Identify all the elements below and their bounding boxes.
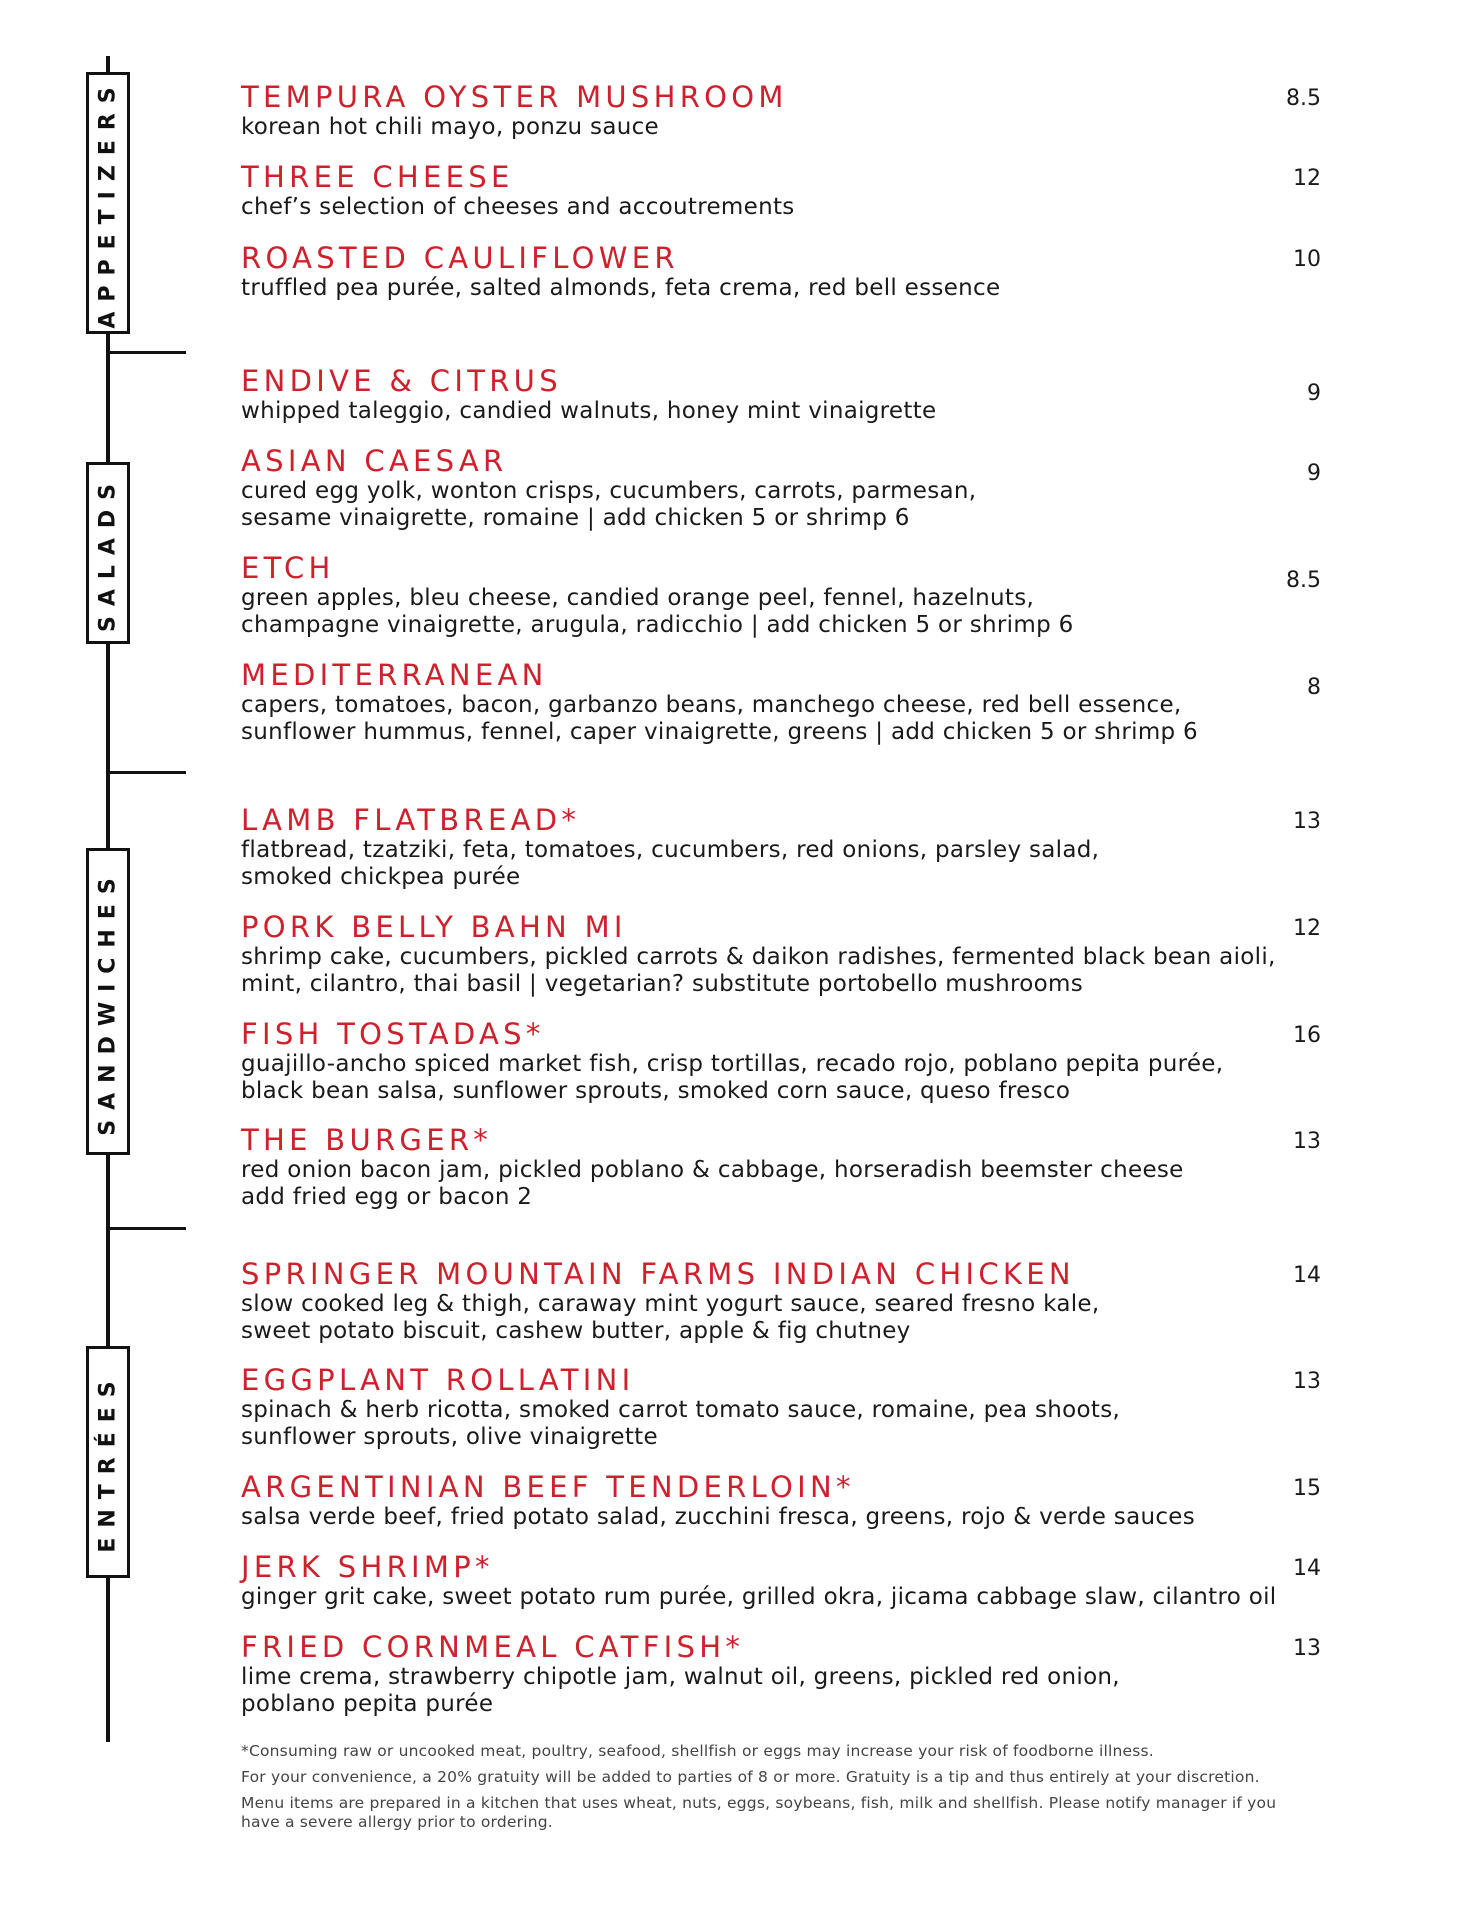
menu-item bbox=[241, 241, 1321, 302]
section-label-entrees: ENTRÉES bbox=[86, 1346, 130, 1578]
item-name: ROASTED CAULIFLOWER bbox=[241, 241, 679, 275]
item-price: 8.5 bbox=[1286, 568, 1321, 593]
item-description: ginger grit cake, sweet potato rum purée, grilled okra, jicama cabbage slaw, cilantro oil bbox=[241, 1584, 1277, 1610]
item-description: salsa verde beef, fried potato salad, zucchini fresca, greens, rojo & verde sauces bbox=[241, 1504, 1196, 1530]
item-name: MEDITERRANEAN bbox=[241, 658, 548, 692]
menu-item bbox=[241, 803, 1321, 891]
item-description: guajillo-ancho spiced market fish, crisp tortillas, recado rojo, poblano pepita purée, black bean salsa, sunflower sprouts, smoked corn sauce, queso fresco bbox=[241, 1051, 1224, 1104]
item-description: slow cooked leg & thigh, caraway mint yogurt sauce, seared fresno kale, sweet potato biscuit, cashew butter, apple & fig chutney bbox=[241, 1291, 1100, 1344]
menu-item bbox=[241, 1630, 1321, 1718]
raw-food-warning: *Consuming raw or uncooked meat, poultry, seafood, shellfish or eggs may increase your risk of foodborne illness. bbox=[241, 1742, 1154, 1760]
menu-item bbox=[241, 1470, 1321, 1531]
item-price: 9 bbox=[1307, 461, 1321, 486]
item-price: 8 bbox=[1307, 675, 1321, 700]
menu-item bbox=[241, 551, 1321, 639]
item-price: 13 bbox=[1293, 1636, 1321, 1661]
item-description: flatbread, tzatziki, feta, tomatoes, cucumbers, red onions, parsley salad, smoked chickpea purée bbox=[241, 837, 1100, 890]
item-name: THE BURGER* bbox=[241, 1123, 493, 1157]
section-label-sandwiches: SANDWICHES bbox=[86, 848, 130, 1155]
menu-item bbox=[241, 364, 1321, 425]
item-description: lime crema, strawberry chipotle jam, walnut oil, greens, pickled red onion, poblano pepita purée bbox=[241, 1664, 1120, 1717]
item-price: 12 bbox=[1293, 916, 1321, 941]
menu-item bbox=[241, 1550, 1321, 1611]
section-label-salads: SALADS bbox=[86, 462, 130, 644]
item-name: JERK SHRIMP* bbox=[241, 1550, 494, 1584]
item-description: chef’s selection of cheeses and accoutrements bbox=[241, 194, 795, 220]
item-name: ETCH bbox=[241, 551, 335, 585]
item-name: SPRINGER MOUNTAIN FARMS INDIAN CHICKEN bbox=[241, 1257, 1075, 1291]
footnotes bbox=[241, 1742, 1311, 1839]
item-price: 16 bbox=[1293, 1023, 1321, 1048]
allergy-note: Menu items are prepared in a kitchen that uses wheat, nuts, eggs, soybeans, fish, milk and shellfish. Please notify manager if you have a severe allergy prior to ordering. bbox=[241, 1794, 1277, 1831]
item-description: spinach & herb ricotta, smoked carrot tomato sauce, romaine, pea shoots, sunflower sprouts, olive vinaigrette bbox=[241, 1397, 1121, 1450]
section-label-appetizers: APPETIZERS bbox=[86, 72, 130, 334]
menu-item bbox=[241, 444, 1321, 532]
item-name: FRIED CORNMEAL CATFISH* bbox=[241, 1630, 745, 1664]
menu-item bbox=[241, 1123, 1321, 1211]
item-name: THREE CHEESE bbox=[241, 160, 514, 194]
item-price: 8.5 bbox=[1286, 86, 1321, 111]
item-name: PORK BELLY BAHN MI bbox=[241, 910, 627, 944]
menu-item bbox=[241, 160, 1321, 221]
gratuity-note: For your convenience, a 20% gratuity will be added to parties of 8 or more. Gratuity is a tip and thus entirely at your discretion. bbox=[241, 1768, 1260, 1786]
item-price: 13 bbox=[1293, 1369, 1321, 1394]
item-name: ARGENTINIAN BEEF TENDERLOIN* bbox=[241, 1470, 855, 1504]
item-description: whipped taleggio, candied walnuts, honey mint vinaigrette bbox=[241, 398, 937, 424]
item-price: 13 bbox=[1293, 1129, 1321, 1154]
menu-item bbox=[241, 1363, 1321, 1451]
section-divider bbox=[106, 1227, 186, 1230]
item-description: truffled pea purée, salted almonds, feta crema, red bell essence bbox=[241, 275, 1001, 301]
item-name: ASIAN CAESAR bbox=[241, 444, 508, 478]
section-divider bbox=[106, 351, 186, 354]
item-name: TEMPURA OYSTER MUSHROOM bbox=[241, 80, 788, 114]
item-price: 10 bbox=[1293, 247, 1321, 272]
item-description: cured egg yolk, wonton crisps, cucumbers, carrots, parmesan, sesame vinaigrette, romaine | add chicken 5 or shrimp 6 bbox=[241, 478, 977, 531]
menu-item bbox=[241, 1257, 1321, 1345]
item-price: 12 bbox=[1293, 166, 1321, 191]
menu-item bbox=[241, 910, 1321, 998]
item-name: LAMB FLATBREAD* bbox=[241, 803, 581, 837]
item-price: 13 bbox=[1293, 809, 1321, 834]
section-divider bbox=[106, 771, 186, 774]
menu-item bbox=[241, 1017, 1321, 1105]
item-name: FISH TOSTADAS* bbox=[241, 1017, 545, 1051]
item-price: 14 bbox=[1293, 1556, 1321, 1581]
menu-item bbox=[241, 80, 1321, 141]
item-description: shrimp cake, cucumbers, pickled carrots & daikon radishes, fermented black bean aioli, mint, cilantro, thai basil | vegetarian? substitute portobello mushrooms bbox=[241, 944, 1276, 997]
item-price: 9 bbox=[1307, 381, 1321, 406]
item-price: 14 bbox=[1293, 1263, 1321, 1288]
item-name: EGGPLANT ROLLATINI bbox=[241, 1363, 635, 1397]
item-description: red onion bacon jam, pickled poblano & cabbage, horseradish beemster cheese add fried egg or bacon 2 bbox=[241, 1157, 1184, 1210]
item-description: korean hot chili mayo, ponzu sauce bbox=[241, 114, 660, 140]
item-price: 15 bbox=[1293, 1476, 1321, 1501]
item-name: ENDIVE & CITRUS bbox=[241, 364, 562, 398]
item-description: capers, tomatoes, bacon, garbanzo beans, manchego cheese, red bell essence, sunflower hummus, fennel, caper vinaigrette, greens | add chicken 5 or shrimp 6 bbox=[241, 692, 1198, 745]
item-description: green apples, bleu cheese, candied orange peel, fennel, hazelnuts, champagne vinaigrette, arugula, radicchio | add chicken 5 or shrimp 6 bbox=[241, 585, 1074, 638]
menu-item bbox=[241, 658, 1321, 746]
